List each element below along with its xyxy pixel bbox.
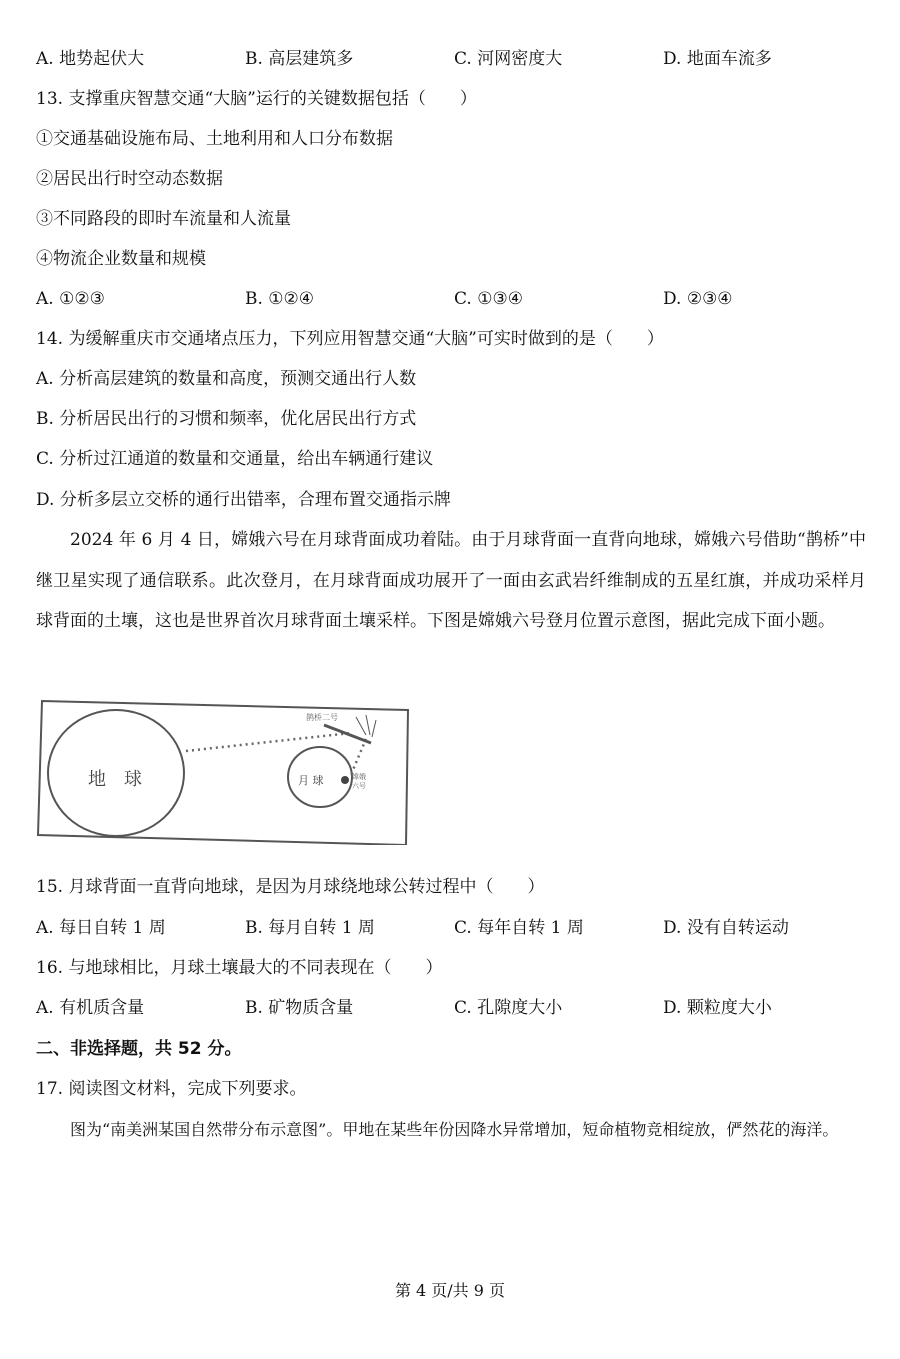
q13-item-1: ①交通基础设施布局、土地利用和人口分布数据 [36,129,393,149]
q17-material: 图为“南美洲某国自然带分布示意图”。甲地在某些年份因降水异常增加，短命植物竞相绽放，俨然花的海洋。 [70,1120,839,1139]
option-a: A. ①②③ [36,289,105,309]
q14-stem: 14. 为缓解重庆市交通堵点压力，下列应用智慧交通“大脑”可实时做到的是（ ） [36,329,664,349]
q16-stem: 16. 与地球相比，月球土壤最大的不同表现在（ ） [36,958,443,978]
option-c: C. 孔隙度大小 [454,998,563,1018]
q15-stem: 15. 月球背面一直背向地球，是因为月球绕地球公转过程中（ ） [36,877,545,897]
option-d: D. 没有自转运动 [663,918,789,938]
q14-option-a: A. 分析高层建筑的数量和高度，预测交通出行人数 [36,369,417,389]
q13-item-4: ④物流企业数量和规模 [36,249,206,269]
relay-satellite-label: 鹊桥二号 [306,713,338,722]
earth-label: 地 球 [88,769,142,790]
option-a: A. 每日自转 1 周 [36,918,166,938]
q13-stem: 13. 支撑重庆智慧交通“大脑”运行的关键数据包括（ ） [36,89,477,109]
page-footer: 第 4 页/共 9 页 [394,1281,506,1300]
option-c: C. ①③④ [454,289,523,309]
moon-label: 月 球 [298,774,324,787]
q17-stem: 17. 阅读图文材料，完成下列要求。 [36,1079,307,1099]
option-b: B. ①②④ [245,289,315,309]
option-d: D. ②③④ [663,289,733,309]
q14-option-c: C. 分析过江通道的数量和交通量，给出车辆通行建议 [36,449,434,469]
lander-label: 嫦娥六号 [352,773,366,790]
option-d: D. 地面车流多 [663,49,772,69]
q14-option-d: D. 分析多层立交桥的通行出错率，合理布置交通指示牌 [36,490,451,510]
passage: 2024 年 6 月 4 日，嫦娥六号在月球背面成功着陆。由于月球背面一直背向地球，嫦娥六号借助“鹊桥”中继卫星实现了通信联系。此次登月，在月球背面成功展开了一面由玄武岩纤维制成的五星红旗，并成功采样月球背面的土壤，这也是世界首次月球背面土壤采样。下图是嫦娥六号登月位置示意图，据此完成下面小题。 [36,530,866,631]
option-d: D. 颗粒度大小 [663,998,772,1018]
option-b: B. 高层建筑多 [245,49,354,69]
q13-item-3: ③不同路段的即时车流量和人流量 [36,209,291,229]
earth-moon-figure [36,695,411,845]
section-heading: 二、非选择题，共 52 分。 [36,1039,242,1059]
option-a: A. 地势起伏大 [36,49,145,69]
q13-item-2: ②居民出行时空动态数据 [36,169,223,189]
option-a: A. 有机质含量 [36,998,145,1018]
option-c: C. 河网密度大 [454,49,563,69]
option-c: C. 每年自转 1 周 [454,918,584,938]
landing-site-icon [341,776,349,784]
option-b: B. 矿物质含量 [245,998,354,1018]
option-b: B. 每月自转 1 周 [245,918,375,938]
q14-option-b: B. 分析居民出行的习惯和频率，优化居民出行方式 [36,409,417,429]
